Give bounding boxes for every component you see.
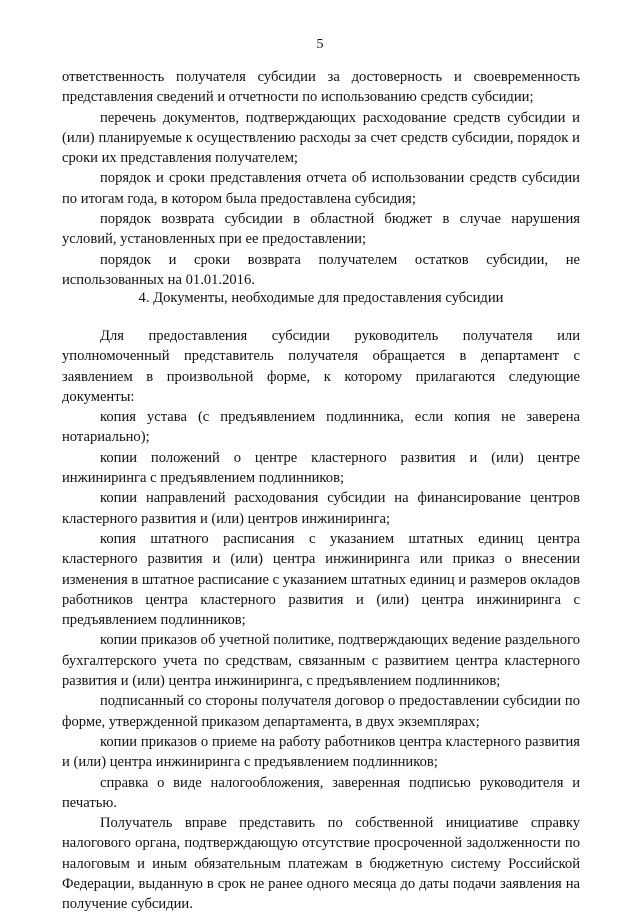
paragraph-subsidy-agreement: подписанный со стороны получателя договор о предоставлении субсидии по форме, утвержденной приказом департамента, в двух экземплярах; <box>62 693 580 730</box>
paragraph-accounting-policy: копии приказов об учетной политике, подтверждающих ведение раздельного бухгалтерского учета по средствам, связанным с развитием центра кластерного развития и (или) центра инжиниринга, с предъявлением подлинников; <box>62 632 580 690</box>
paragraph-responsibility: ответственность получателя субсидии за достоверность и своевременность представления сведений и отчетности по использованию средств субсидии; <box>62 69 580 106</box>
paragraph-staff-schedule: копия штатного расписания с указанием штатных единиц центра кластерного развития и (или) центра инжиниринга или приказ о внесении изменения в штатное расписание с указанием штатных единиц и размеров окладов работников центра кластерного развития и (или) центра инжиниринга с предъявлением подлинников; <box>62 530 580 629</box>
paragraph-application: Для предоставления субсидии руководитель получателя или уполномоченный представитель получателя обращается в департамент с заявлением в произвольной форме, к которому прилагаются следующие документы: <box>62 328 580 405</box>
paragraph-remainder-return: порядок и сроки возврата получателем остатков субсидии, не использованных на 01.01.2016. <box>62 251 580 288</box>
paragraph-employment-orders: копии приказов о приеме на работу работников центра кластерного развития и (или) центра инжиниринга с предъявлением подлинников; <box>62 733 580 771</box>
paragraph-regulations-copies: копии положений о центре кластерного развития и (или) центре инжиниринга с предъявлением подлинников; <box>62 449 580 487</box>
paragraph-report-procedure: порядок и сроки представления отчета об использовании средств субсидии по итогам года, в котором была предоставлена субсидия; <box>62 170 580 207</box>
text-block-documents <box>62 326 580 915</box>
text-block-conditions <box>62 67 580 290</box>
paragraph-charter-copy: копия устава (с предъявлением подлинника, если копия не заверена нотариально); <box>62 409 580 446</box>
paragraph-document-list: перечень документов, подтверждающих расходование средств субсидии и (или) планируемые к осуществлению расходы за счет средств субсидии, порядок и сроки их представления получателем; <box>62 109 580 167</box>
paragraph-return-procedure: порядок возврата субсидии в областной бюджет в случае нарушения условий, установленных при ее предоставлении; <box>62 211 580 248</box>
paragraph-tax-certificate: справка о виде налогообложения, заверенная подписью руководителя и печатью. <box>62 774 580 811</box>
page-number: 5 <box>316 37 324 52</box>
section-heading: 4. Документы, необходимые для предоставления субсидии <box>138 290 504 306</box>
paragraph-tax-authority-certificate: Получатель вправе представить по собственной инициативе справку налогового органа, подтверждающую отсутствие просроченной задолженности по налоговым и иным обязательным платежам в бюджетную систему Российской Федерации, выданную в срок не ранее одного месяца до даты подачи заявления на получение субсидии. <box>62 815 580 913</box>
paragraph-spending-directions: копии направлений расходования субсидии на финансирование центров кластерного развития и (или) центров инжиниринга; <box>62 490 580 527</box>
